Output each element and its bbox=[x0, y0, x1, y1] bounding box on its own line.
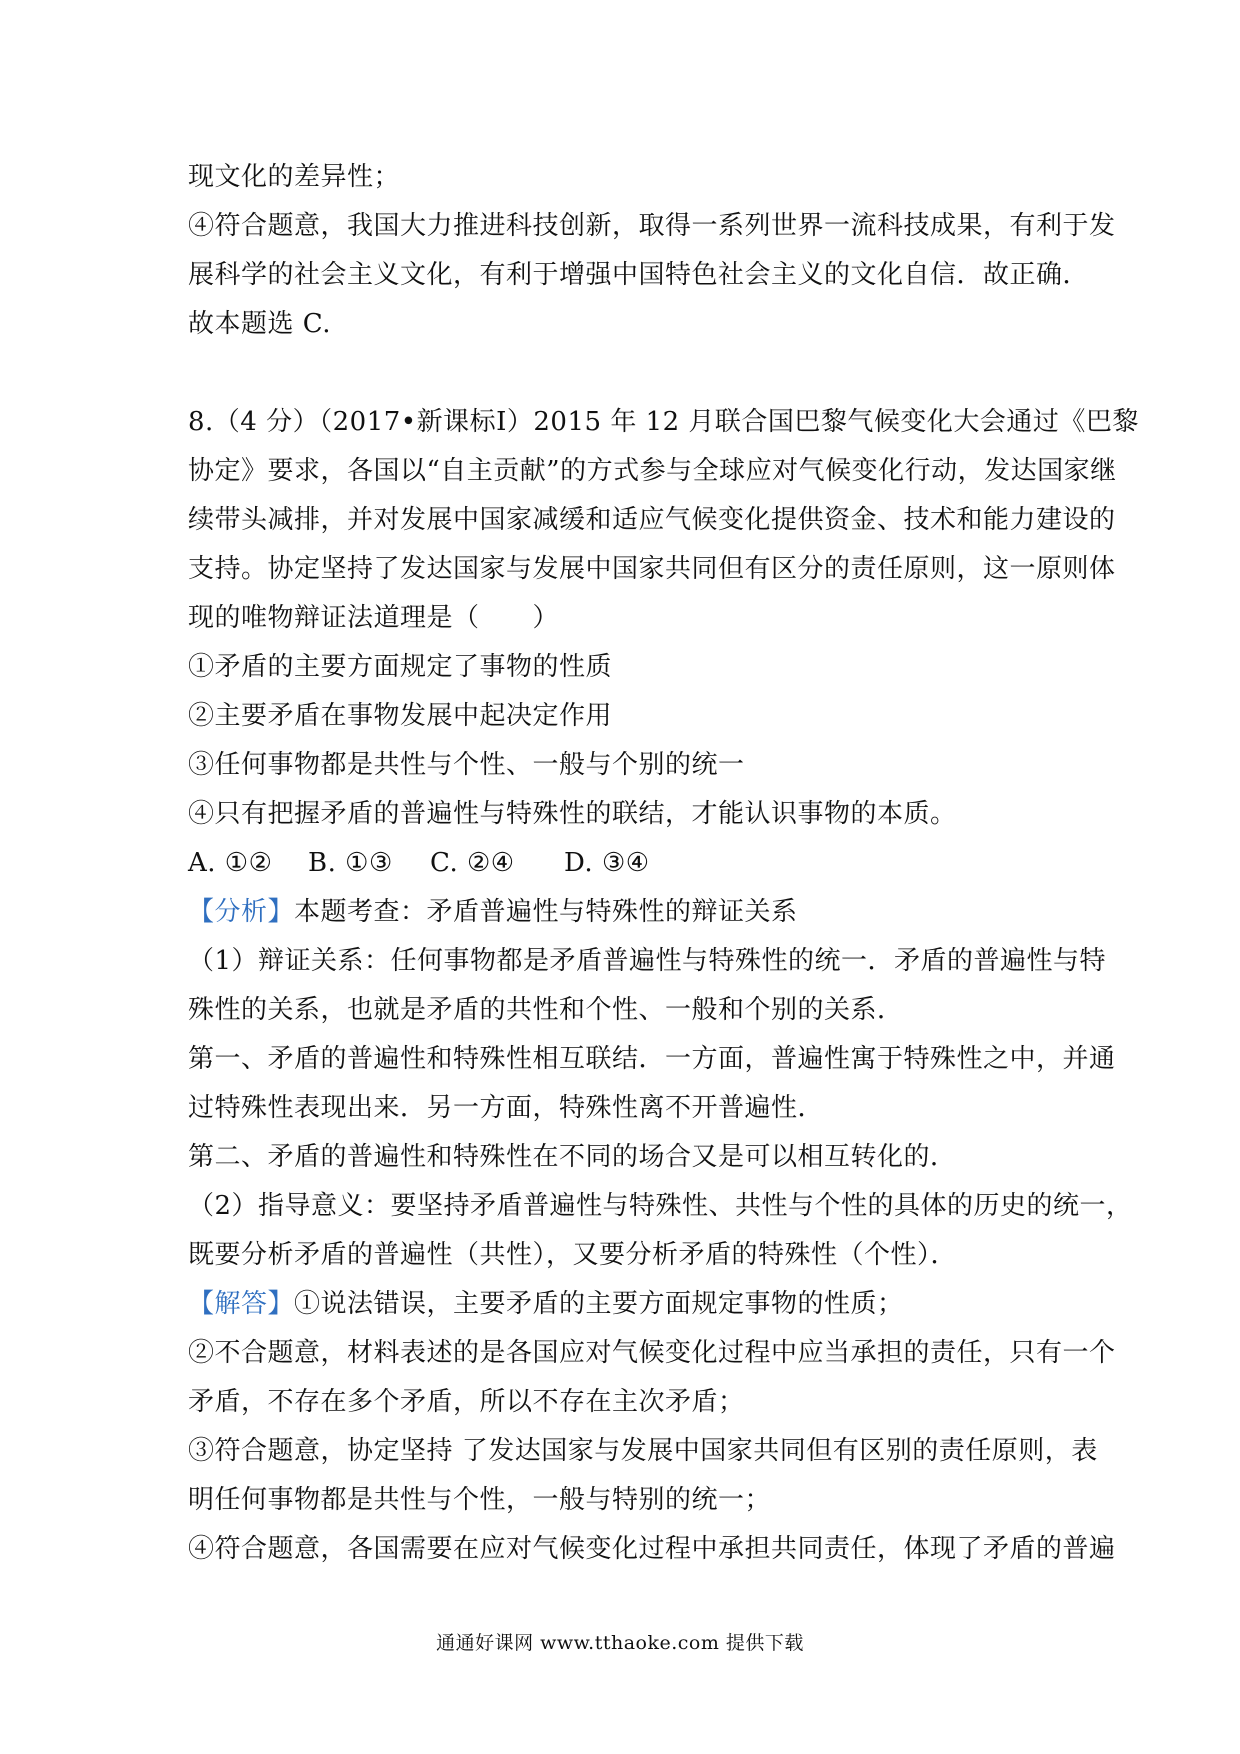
answer-first-line: ①说法错误，主要矛盾的主要方面规定事物的性质； bbox=[294, 1289, 904, 1319]
statement-4: ④只有把握矛盾的普遍性与特殊性的联结，才能认识事物的本质。 bbox=[188, 799, 957, 829]
previous-answer-line: 展科学的社会主义文化，有利于增强中国特色社会主义的文化自信．故正确． bbox=[188, 260, 1090, 290]
analysis-line: （1）辩证关系：任何事物都是矛盾普遍性与特殊性的统一．矛盾的普遍性与特 bbox=[188, 946, 1107, 976]
option-b: B. ①③ bbox=[308, 848, 393, 878]
answer-heading-line bbox=[188, 1280, 1139, 1329]
previous-answer-line: 现文化的差异性； bbox=[188, 162, 401, 192]
previous-answer-line: ④符合题意，我国大力推进科技创新，取得一系列世界一流科技成果，有利于发 bbox=[188, 211, 1116, 241]
statement-3: ③任何事物都是共性与个性、一般与个别的统一 bbox=[188, 750, 745, 780]
analysis-line: （2）指导意义：要坚持矛盾普遍性与特殊性、共性与个性的具体的历史的统一， bbox=[188, 1191, 1133, 1221]
analysis-heading-line bbox=[188, 888, 1139, 937]
answer-line: 矛盾，不存在多个矛盾，所以不存在主次矛盾； bbox=[188, 1387, 745, 1417]
option-c: C. ②④ bbox=[430, 848, 515, 878]
analysis-line: 既要分析矛盾的普遍性（共性），又要分析矛盾的特殊性（个性）． bbox=[188, 1240, 958, 1270]
answer-line: ④符合题意，各国需要在应对气候变化过程中承担共同责任，体现了矛盾的普遍 bbox=[188, 1534, 1116, 1564]
question-8-block bbox=[188, 398, 1139, 1574]
question-stem-line: 8.（4 分）（2017•新课标Ⅰ）2015 年 12 月联合国巴黎气候变化大会通过《巴黎 bbox=[188, 407, 1139, 437]
answer-tag: 【解答】 bbox=[188, 1289, 295, 1319]
answer-options bbox=[188, 839, 1139, 888]
analysis-line: 第二、矛盾的普遍性和特殊性在不同的场合又是可以相互转化的． bbox=[188, 1142, 957, 1172]
analysis-line: 殊性的关系，也就是矛盾的共性和个性、一般和个别的关系． bbox=[188, 995, 904, 1025]
answer-line: ②不合题意，材料表述的是各国应对气候变化过程中应当承担的责任，只有一个 bbox=[188, 1338, 1116, 1368]
statement-1: ①矛盾的主要方面规定了事物的性质 bbox=[188, 652, 613, 682]
statement-2: ②主要矛盾在事物发展中起决定作用 bbox=[188, 701, 613, 731]
question-stem-line: 续带头减排，并对发展中国家减缓和适应气候变化提供资金、技术和能力建设的 bbox=[188, 505, 1116, 535]
answer-line: 明任何事物都是共性与个性，一般与特别的统一； bbox=[188, 1485, 772, 1515]
previous-answer-block bbox=[188, 153, 1116, 349]
option-a: A. ①② bbox=[188, 848, 273, 878]
analysis-tag: 【分析】 bbox=[188, 897, 295, 927]
analysis-line: 过特殊性表现出来．另一方面，特殊性离不开普遍性． bbox=[188, 1093, 825, 1123]
answer-line: ③符合题意，协定坚持 了发达国家与发展中国家共同但有区别的责任原则，表 bbox=[188, 1436, 1098, 1466]
previous-answer-conclusion: 故本题选 C. bbox=[188, 309, 331, 339]
page-footer: 通通好课网 www.tthaoke.com 提供下载 bbox=[436, 1632, 804, 1654]
option-d: D. ③④ bbox=[564, 848, 650, 878]
analysis-first-line: 本题考查：矛盾普遍性与特殊性的辩证关系 bbox=[294, 897, 798, 927]
question-stem-line: 协定》要求，各国以“自主贡献”的方式参与全球应对气候变化行动，发达国家继 bbox=[188, 456, 1117, 486]
question-stem-line: 现的唯物辩证法道理是（ ） bbox=[188, 603, 560, 633]
question-stem-line: 支持。协定坚持了发达国家与发展中国家共同但有区分的责任原则，这一原则体 bbox=[188, 554, 1116, 584]
analysis-line: 第一、矛盾的普遍性和特殊性相互联结．一方面，普遍性寓于特殊性之中，并通 bbox=[188, 1044, 1116, 1074]
